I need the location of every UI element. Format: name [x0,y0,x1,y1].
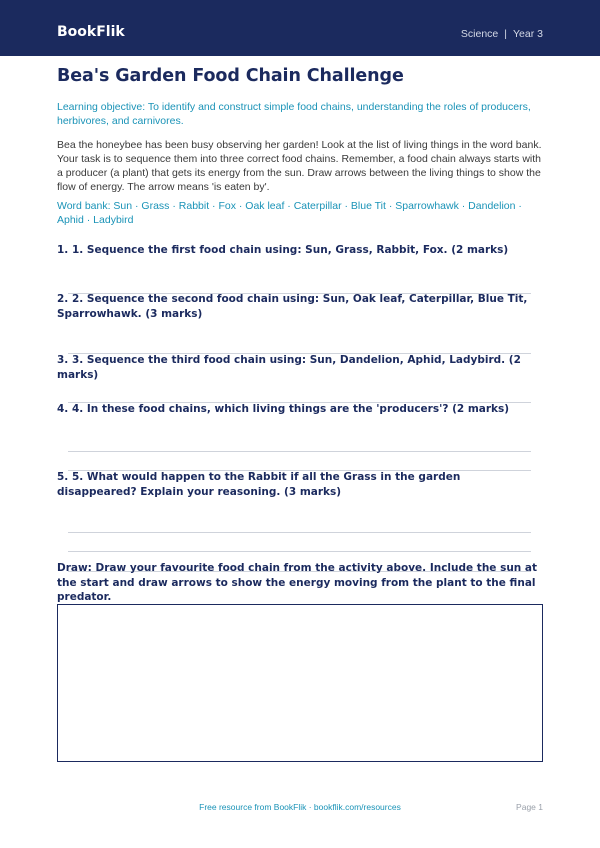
subject-label: Science [460,28,499,40]
question-3: 3. 3. Sequence the third food chain using: Sun, Dandelion, Aphid, Ladybird. (2 marks) [57,354,521,381]
intro-paragraph: Bea the honeybee has been busy observing her garden! Look at the list of living things in the word bank. Your task is to sequence them into three correct food chains. Remember, a food chain always starts with a producer (a plant) that gets its energy from the sun. Draw arrows between the living things to show the flow of energy. The arrow means 'is eaten by'. [57,139,542,193]
question-2: 2. 2. Sequence the second food chain using: Sun, Oak leaf, Caterpillar, Blue Tit, Sparrowhawk. (3 marks) [57,293,528,320]
learning-objective: Learning objective: To identify and construct simple food chains, understanding the roles of producers, herbivores, and carnivores. [57,101,531,127]
draw-task-prompt: Draw: Draw your favourite food chain from the activity above. Include the sun at the start and draw arrows to show the energy moving from the plant to the final predator. [57,562,538,603]
word-bank: Word bank: Sun · Grass · Rabbit · Fox · Oak leaf · Caterpillar · Blue Tit · Sparrowhawk · Dandelion · Aphid · Ladybird [57,200,522,226]
question-1: 1. 1. Sequence the first food chain using: Sun, Grass, Rabbit, Fox. (2 marks) [57,244,509,256]
footer-credit[interactable]: Free resource from BookFlik · bookflik.com/resources [199,802,401,812]
question-4: 4. 4. In these food chains, which living things are the 'producers'? (2 marks) [57,403,510,415]
page-number: Page 1 [516,802,543,812]
worksheet-title: Bea's Garden Food Chain Challenge [57,66,404,86]
subject-year-label [461,28,543,41]
drawing-box[interactable] [57,604,543,762]
answer-line-5b[interactable] [68,551,531,552]
header-separator: | [504,28,508,40]
year-label: Year 3 [513,28,543,40]
header-bar [0,0,600,56]
brand-logo-text[interactable]: BookFlik [57,24,125,40]
answer-line-5[interactable] [68,532,531,533]
question-5: 5. 5. What would happen to the Rabbit if all the Grass in the garden disappeared? Explain your reasoning. (3 marks) [57,471,461,498]
answer-line-4[interactable] [68,451,531,452]
